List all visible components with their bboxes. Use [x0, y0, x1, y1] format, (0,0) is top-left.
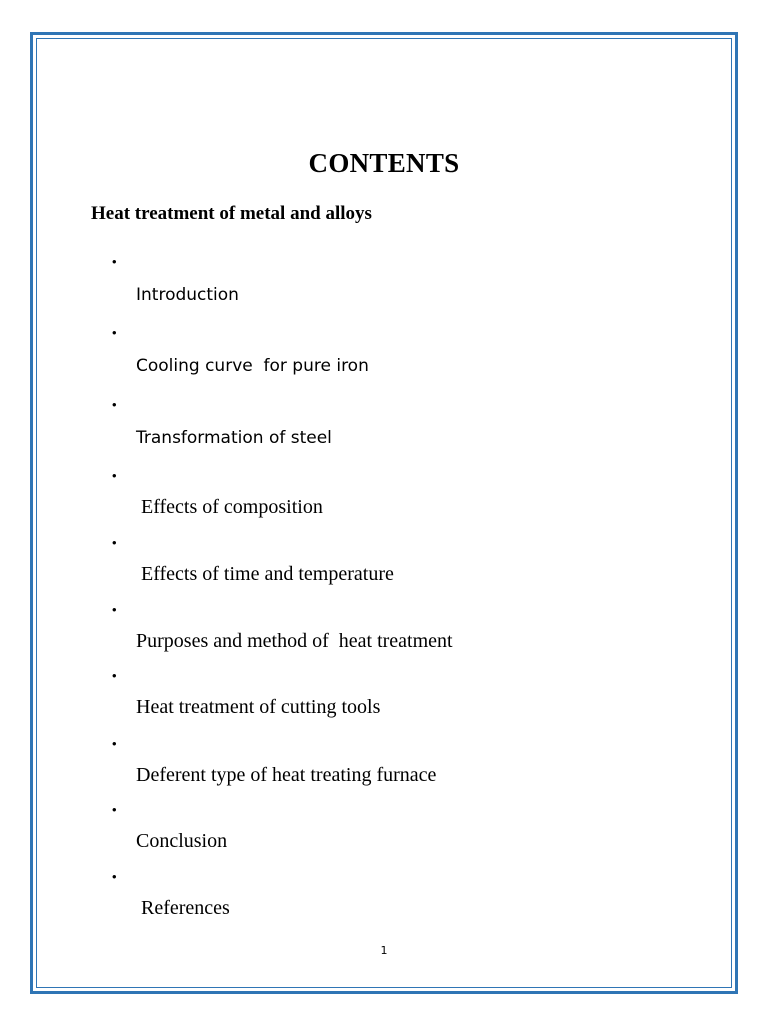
bullet-icon: •	[112, 325, 117, 340]
toc-item-label: Cooling curve for pure iron	[136, 356, 369, 376]
toc-item-conclusion	[112, 794, 228, 866]
toc-item-purposes-and-method	[112, 594, 453, 666]
toc-item-effects-of-time-and-temperature	[112, 527, 394, 599]
bullet-icon: •	[112, 468, 117, 483]
toc-item-label: Heat treatment of cutting tools	[136, 696, 381, 718]
toc-item-references	[112, 861, 230, 933]
toc-item-label: Deferent type of heat treating furnace	[136, 764, 437, 786]
page-title: CONTENTS	[308, 148, 460, 178]
toc-item-label: Effects of time and temperature	[141, 563, 394, 585]
toc-item-label: Transformation of steel	[136, 428, 332, 448]
toc-item-heat-treatment-of-cutting-tools	[112, 660, 381, 732]
toc-item-effects-of-composition	[112, 460, 323, 532]
section-heading: Heat treatment of metal and alloys	[91, 203, 372, 224]
bullet-icon: •	[112, 602, 117, 617]
bullet-icon: •	[112, 802, 117, 817]
bullet-icon: •	[112, 535, 117, 550]
toc-item-label: Conclusion	[136, 830, 228, 852]
toc-item-label: Purposes and method of heat treatment	[136, 630, 453, 652]
toc-item-transformation-of-steel	[112, 392, 332, 464]
bullet-icon: •	[112, 869, 117, 884]
toc-item-label: References	[141, 897, 230, 919]
bullet-icon: •	[112, 254, 117, 269]
toc-item-introduction	[112, 249, 239, 321]
toc-item-label: Introduction	[136, 285, 239, 305]
bullet-icon: •	[112, 736, 117, 751]
toc-item-heat-treating-furnace	[112, 728, 437, 800]
page-number: 1	[380, 944, 388, 957]
bullet-icon: •	[112, 668, 117, 683]
toc-item-cooling-curve	[112, 320, 369, 392]
bullet-icon: •	[112, 397, 117, 412]
toc-item-label: Effects of composition	[141, 496, 323, 518]
